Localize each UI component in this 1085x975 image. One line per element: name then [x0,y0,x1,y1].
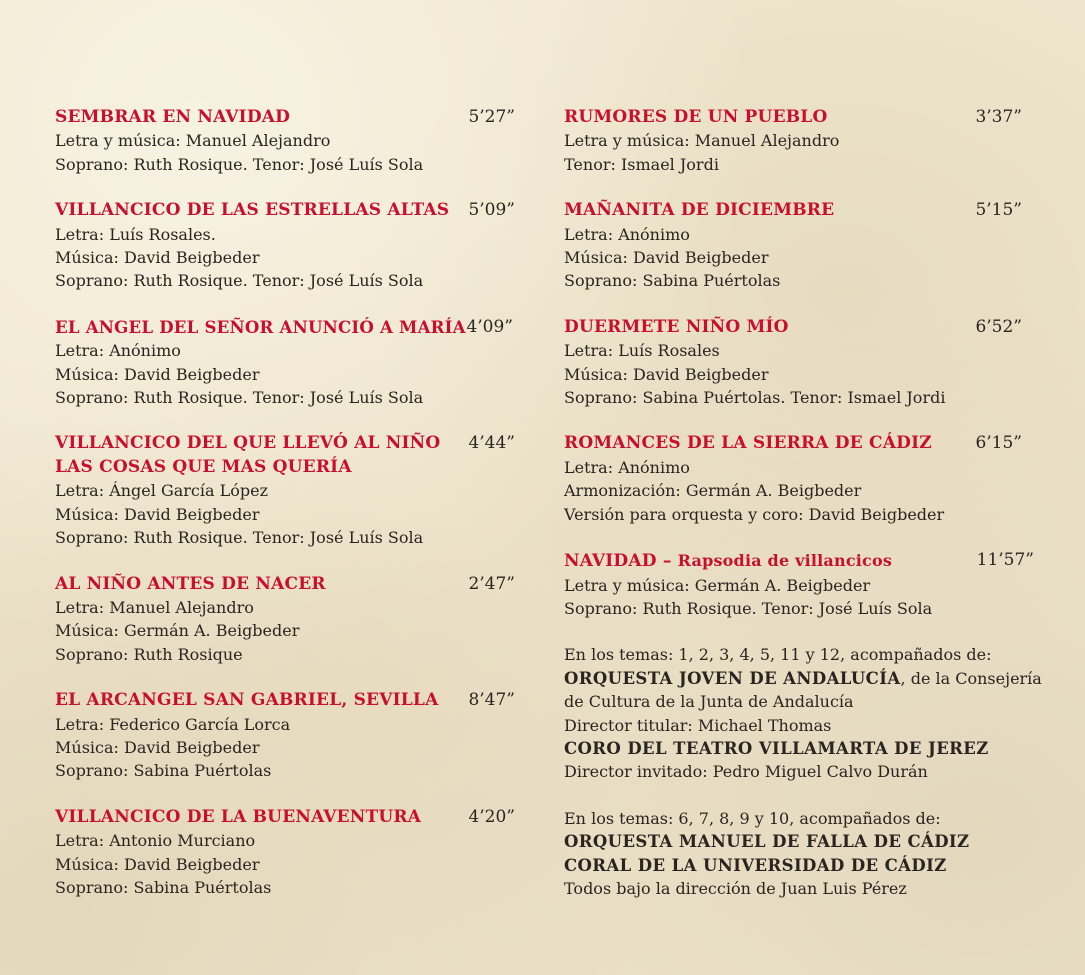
track-2 [55,199,515,293]
track-credit: Soprano: Ruth Rosique. Tenor: José Luís Sola [55,388,424,408]
track-duration: 4’20” [468,806,515,827]
track-duration: 4’09” [466,316,513,337]
director-line: Director titular: Michael Thomas [564,715,832,735]
track-credit: Música: David Beigbeder [564,364,769,384]
track-duration: 2’47” [468,573,515,594]
track-credit: Soprano: Ruth Rosique. Tenor: José Luís Sola [564,598,933,618]
track-credit: Letra: Anónimo [564,457,690,477]
orchestra-affiliation: , de la Consejería [900,668,1042,688]
track-title [564,549,982,573]
track-title: SEMBRAR EN NAVIDAD [55,107,291,127]
track-credit: Letra y música: Germán A. Beigbeder [564,575,871,595]
track-title: DUERMETE NIÑO MÍO [564,316,789,337]
track-credit: Soprano: Ruth Rosique. Tenor: José Luís Sola [55,528,424,548]
track-duration: 5’27” [468,107,515,127]
performers-note-2 [564,807,1034,901]
track-10 [564,316,1034,410]
track-credit: Versión para orquesta y coro: David Beigbeder [564,504,945,524]
track-credit: Letra: Luís Rosales [564,341,720,361]
track-duration: 5’15” [975,200,1022,221]
track-credit: Tenor: Ismael Jordi [564,154,719,174]
track-title-subtitle: Rapsodia de villancicos [677,551,893,571]
track-title-main: NAVIDAD – [564,551,678,572]
track-credit: Música: David Beigbeder [564,248,769,268]
track-credit: Letra: Anónimo [564,224,690,244]
track-title: EL ARCANGEL SAN GABRIEL, SEVILLA [55,690,439,711]
track-4 [55,432,515,549]
guest-director-line: Director invitado: Pedro Miguel Calvo Durán [564,762,928,782]
track-duration: 5’09” [468,200,515,221]
note-intro: En los temas: 6, 7, 8, 9 y 10, acompañados de: [564,808,941,828]
orchestra-affiliation-continued: de Cultura de la Junta de Andalucía [564,692,854,712]
track-title-continued: LAS COSAS QUE MAS QUERÍA [55,456,352,477]
track-11 [564,432,1034,526]
track-8 [564,106,1034,176]
track-duration: 6’15” [975,433,1022,454]
track-credit: Soprano: Ruth Rosique. Tenor: José Luís Sola [55,154,424,174]
track-3 [55,316,515,410]
right-track-column [564,106,1042,923]
track-credit: Música: David Beigbeder [55,737,260,757]
track-credit: Letra: Antonio Murciano [55,831,256,851]
track-credit: Armonización: Germán A. Beigbeder [564,481,862,501]
track-title: RUMORES DE UN PUEBLO [564,107,828,127]
performers-note-1 [564,643,1042,783]
track-duration: 3’37” [975,107,1022,127]
track-credit: Letra: Federico García Lorca [55,714,291,734]
track-6 [55,689,515,783]
track-credit: Música: David Beigbeder [55,248,260,268]
track-title: VILLANCICO DE LA BUENAVENTURA [55,806,422,827]
track-5 [55,573,515,667]
track-7 [55,806,515,900]
track-title: AL NIÑO ANTES DE NACER [55,573,326,594]
orchestra-name: ORQUESTA MANUEL DE FALLA DE CÁDIZ [564,832,970,852]
orchestra-name: ORQUESTA JOVEN DE ANDALUCÍA [564,668,901,688]
track-title: VILLANCICO DEL QUE LLEVÓ AL NIÑO [55,433,441,454]
track-credit: Letra: Luís Rosales. [55,224,216,244]
track-duration: 6’52” [975,316,1022,337]
track-credit: Letra: Manuel Alejandro [55,597,254,617]
track-9 [564,199,1034,293]
track-credit: Letra: Anónimo [55,341,181,361]
track-12 [564,549,1034,620]
choir-name: CORO DEL TEATRO VILLAMARTA DE JEREZ [564,738,989,758]
note-orchestra-line [564,667,1042,690]
conductor-line: Todos bajo la dirección de Juan Luis Pérez [564,878,907,898]
track-credit: Soprano: Ruth Rosique [55,644,243,664]
track-credit: Música: David Beigbeder [55,504,260,524]
track-credit: Soprano: Sabina Puértolas [55,761,272,781]
note-intro: En los temas: 1, 2, 3, 4, 5, 11 y 12, acompañados de: [564,645,992,665]
track-credit: Letra: Ángel García López [55,481,269,501]
track-credit: Música: Germán A. Beigbeder [55,621,300,641]
track-credit: Soprano: Ruth Rosique. Tenor: José Luís Sola [55,271,424,291]
track-credit: Soprano: Sabina Puértolas [55,877,272,897]
track-credit: Letra y música: Manuel Alejandro [55,131,331,151]
track-title: MAÑANITA DE DICIEMBRE [564,200,835,221]
track-credit: Soprano: Sabina Puértolas. Tenor: Ismael Jordi [564,388,946,408]
track-title: VILLANCICO DE LAS ESTRELLAS ALTAS [55,200,450,221]
left-track-column [55,106,515,922]
track-credit: Música: David Beigbeder [55,854,260,874]
track-duration: 4’44” [468,433,515,454]
track-credit: Soprano: Sabina Puértolas [564,271,781,291]
track-1 [55,106,515,176]
track-duration: 11’57” [976,550,1034,571]
track-credit: Letra y música: Manuel Alejandro [564,131,840,151]
track-title: ROMANCES DE LA SIERRA DE CÁDIZ [564,433,932,454]
track-credit: Música: David Beigbeder [55,364,260,384]
track-title: EL ANGEL DEL SEÑOR ANUNCIÓ A MARÍA [55,316,466,337]
choir-name: CORAL DE LA UNIVERSIDAD DE CÁDIZ [564,855,947,875]
track-duration: 8’47” [468,690,515,711]
